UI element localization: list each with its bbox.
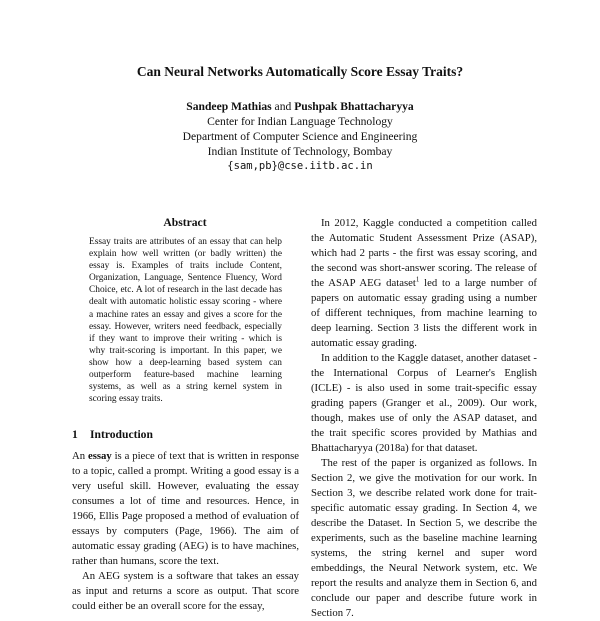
intro-paragraph-2: An AEG system is a software that takes an essay as input and returns a score as output. That score could either be an overall score for the essay,	[72, 570, 299, 612]
abstract-text	[89, 236, 282, 405]
section-title: Introduction	[90, 428, 153, 441]
affiliation-2: Department of Computer Science and Engineering	[182, 130, 418, 143]
right-paragraph-1	[311, 216, 537, 351]
footnote-marker[interactable]: 1	[415, 275, 420, 284]
section-heading-introduction	[72, 428, 153, 441]
intro-paragraph-1	[72, 449, 299, 569]
affiliation-3: Indian Institute of Technology, Bombay	[207, 145, 393, 158]
intro-p1-bold-term: essay	[87, 450, 112, 462]
abstract-heading: Abstract	[163, 216, 207, 229]
section-number: 1	[72, 428, 78, 441]
intro-p1-rest: is a piece of text that is written in response to a topic, called a prompt. Writing a good essay is a very useful skill. However, evaluating the essay consumes a lot of time and resources. Hence, in 1966, Ellis Page proposed a method of evaluation of essays by computers (Page, 1966). The aim of automatic essay grading (AEG) is to have machines, rather than humans, score the text.	[72, 450, 300, 567]
paper-title: Can Neural Networks Automatically Score Essay Traits?	[136, 64, 464, 79]
author-and: and	[274, 100, 292, 113]
intro-p1-start: An	[72, 450, 88, 462]
abstract-paragraph: Essay traits are attributes of an essay that can help explain how well written (or badly written) the essay is. Examples of traits include Content, Organization, Language, Sentence Fluency, Word Choice, etc. A lot of research in the last decade has dealt with automatic holistic essay scoring - where a machine rates an essay and gives a score for the essay. However, writers need feedback, especially if they want to improve their writing - which is why trait-scoring is important. In this paper, we show how a deep-learning based system can outperform feature-based machine learning systems, as well as a string kernel system in scoring essay traits.	[89, 237, 282, 405]
right-paragraph-3: The rest of the paper is organized as follows. In Section 2, we give the motivation for our work. In Section 3, we describe related work done for trait-specific automatic essay grading. In Section 4, we describe the Dataset. In Section 5, we describe the experiments, such as the baseline machine learning systems, the string kernel and super word embeddings, the Neural Network system, etc. We report the results and analyze them in Section 6, and conclude our paper and describe future work in Section 7.	[311, 457, 537, 619]
author-email: {sam,pb}@cse.iitb.ac.in	[227, 160, 373, 172]
affiliation-1: Center for Indian Language Technology	[207, 115, 393, 128]
right-paragraph-2: In addition to the Kaggle dataset, another dataset - the International Corpus of Learner's English (ICLE) - is also used in some trait-specific essay grading papers (Granger et al., 2009). Our work, though, makes use of only the ASAP dataset, and the trait specific scores provided by Mathias and Bhattacharyya (2018a) for that dataset.	[311, 352, 537, 454]
intro-body	[72, 449, 299, 614]
author-names	[0, 99, 600, 114]
author-1: Sandeep Mathias	[186, 100, 272, 113]
right-p1-rest: led to a large number of papers on automatic essay grading using a number of different techniques, from machine learning to deep learning. Section 3 lists the different work in automatic essay grading.	[311, 277, 537, 349]
right-column-body	[311, 216, 537, 621]
right-p1-start: In 2012, Kaggle conducted a competition called the Automatic Student Assessment Prize (ASAP), which had 2 parts - the first was essay scoring, and the second was short-answer scoring. The release of the ASAP AEG dataset	[311, 217, 537, 289]
author-block	[0, 99, 600, 174]
author-2: Pushpak Bhattacharyya	[294, 100, 414, 113]
